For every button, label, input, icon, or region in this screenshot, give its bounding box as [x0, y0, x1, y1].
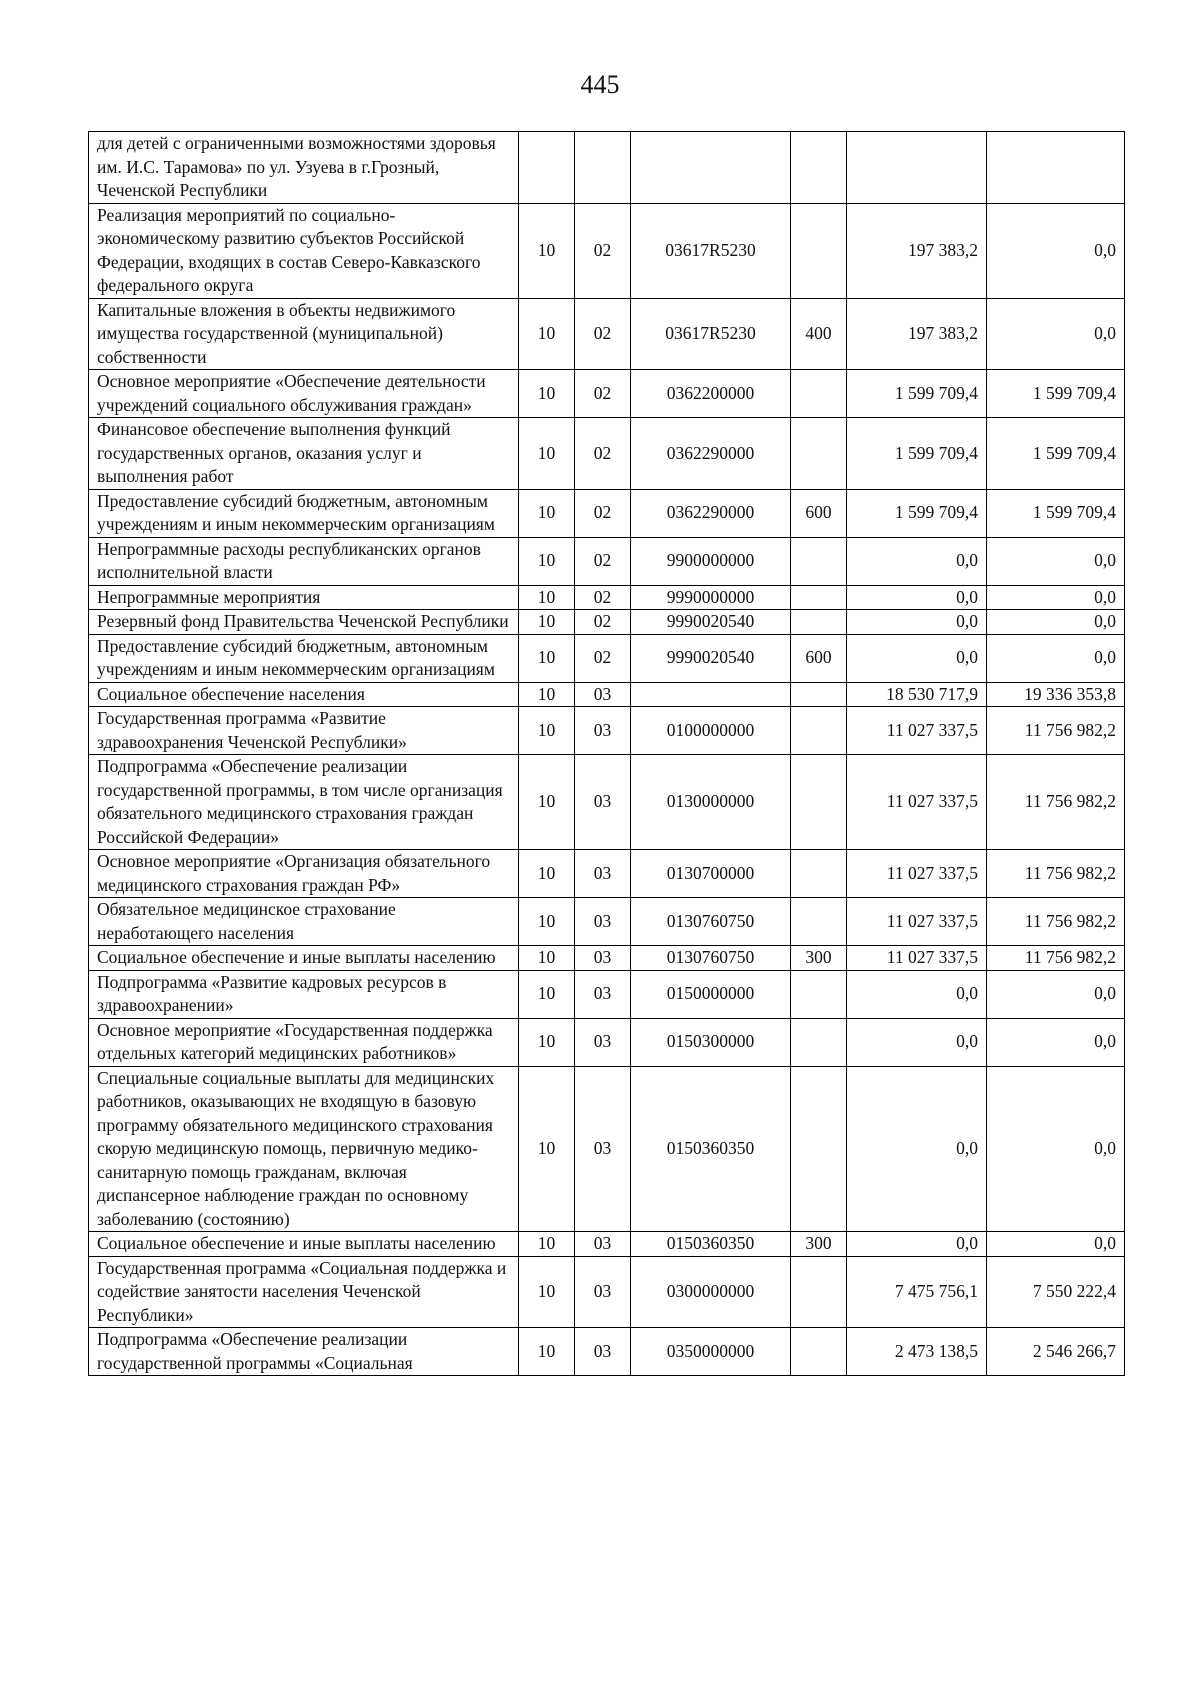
- target-article-cell: 0130700000: [631, 850, 791, 898]
- subsection-code-cell: 03: [575, 755, 631, 850]
- expense-type-cell: [791, 1018, 847, 1066]
- item-name-cell: Капитальные вложения в объекты недвижимого имущества государственной (муниципальной) собственности: [89, 298, 519, 370]
- amount-year-1-cell: 7 475 756,1: [847, 1256, 987, 1328]
- table-row: [89, 203, 1125, 298]
- section-code-cell: 10: [519, 898, 575, 946]
- amount-year-1-cell: 197 383,2: [847, 203, 987, 298]
- table-row: [89, 132, 1125, 204]
- section-code-cell: [519, 132, 575, 204]
- expense-type-cell: [791, 418, 847, 490]
- section-code-cell: 10: [519, 203, 575, 298]
- table-row: [89, 1018, 1125, 1066]
- amount-year-1-cell: 1 599 709,4: [847, 489, 987, 537]
- target-article-cell: 0350000000: [631, 1328, 791, 1376]
- target-article-cell: 0362290000: [631, 418, 791, 490]
- amount-year-2-cell: 11 756 982,2: [987, 707, 1125, 755]
- subsection-code-cell: 02: [575, 298, 631, 370]
- subsection-code-cell: 02: [575, 489, 631, 537]
- table-row: [89, 1066, 1125, 1232]
- target-article-cell: 0130760750: [631, 898, 791, 946]
- section-code-cell: 10: [519, 707, 575, 755]
- amount-year-2-cell: 1 599 709,4: [987, 418, 1125, 490]
- expense-type-cell: [791, 1256, 847, 1328]
- item-name-cell: Предоставление субсидий бюджетным, автономным учреждениям и иным некоммерческим организациям: [89, 634, 519, 682]
- section-code-cell: 10: [519, 634, 575, 682]
- amount-year-1-cell: 11 027 337,5: [847, 755, 987, 850]
- expense-type-cell: [791, 850, 847, 898]
- amount-year-1-cell: 0,0: [847, 970, 987, 1018]
- target-article-cell: 03617R5230: [631, 298, 791, 370]
- amount-year-1-cell: 11 027 337,5: [847, 946, 987, 971]
- target-article-cell: 9990000000: [631, 585, 791, 610]
- expense-type-cell: 300: [791, 946, 847, 971]
- subsection-code-cell: 02: [575, 634, 631, 682]
- amount-year-2-cell: 11 756 982,2: [987, 755, 1125, 850]
- item-name-cell: Подпрограмма «Развитие кадровых ресурсов в здравоохранении»: [89, 970, 519, 1018]
- item-name-cell: Резервный фонд Правительства Чеченской Республики: [89, 610, 519, 635]
- item-name-cell: Основное мероприятие «Государственная поддержка отдельных категорий медицинских работников»: [89, 1018, 519, 1066]
- subsection-code-cell: 03: [575, 1328, 631, 1376]
- table-row: [89, 898, 1125, 946]
- table-row: [89, 370, 1125, 418]
- subsection-code-cell: 02: [575, 585, 631, 610]
- section-code-cell: 10: [519, 1066, 575, 1232]
- target-article-cell: 9900000000: [631, 537, 791, 585]
- amount-year-2-cell: 0,0: [987, 585, 1125, 610]
- amount-year-1-cell: 0,0: [847, 537, 987, 585]
- item-name-cell: Социальное обеспечение и иные выплаты населению: [89, 946, 519, 971]
- table-row: [89, 850, 1125, 898]
- item-name-cell: Реализация мероприятий по социально-экономическому развитию субъектов Российской Федерации, входящих в состав Северо-Кавказского федерального округа: [89, 203, 519, 298]
- subsection-code-cell: 02: [575, 370, 631, 418]
- amount-year-2-cell: 0,0: [987, 1232, 1125, 1257]
- item-name-cell: Обязательное медицинское страхование неработающего населения: [89, 898, 519, 946]
- expense-type-cell: [791, 585, 847, 610]
- section-code-cell: 10: [519, 755, 575, 850]
- subsection-code-cell: 03: [575, 707, 631, 755]
- expense-type-cell: [791, 707, 847, 755]
- amount-year-1-cell: 0,0: [847, 610, 987, 635]
- amount-year-2-cell: 0,0: [987, 203, 1125, 298]
- expense-type-cell: [791, 132, 847, 204]
- item-name-cell: Государственная программа «Развитие здравоохранения Чеченской Республики»: [89, 707, 519, 755]
- section-code-cell: 10: [519, 850, 575, 898]
- amount-year-2-cell: 0,0: [987, 537, 1125, 585]
- item-name-cell: для детей с ограниченными возможностями здоровья им. И.С. Тарамова» по ул. Узуева в г.Грозный, Чеченской Республики: [89, 132, 519, 204]
- subsection-code-cell: 02: [575, 418, 631, 490]
- amount-year-1-cell: [847, 132, 987, 204]
- amount-year-2-cell: 11 756 982,2: [987, 946, 1125, 971]
- expense-type-cell: [791, 682, 847, 707]
- amount-year-2-cell: 0,0: [987, 1066, 1125, 1232]
- item-name-cell: Основное мероприятие «Обеспечение деятельности учреждений социального обслуживания граждан»: [89, 370, 519, 418]
- amount-year-2-cell: 19 336 353,8: [987, 682, 1125, 707]
- target-article-cell: 9990020540: [631, 610, 791, 635]
- target-article-cell: [631, 682, 791, 707]
- section-code-cell: 10: [519, 1018, 575, 1066]
- target-article-cell: 0150360350: [631, 1232, 791, 1257]
- table-row: [89, 1232, 1125, 1257]
- section-code-cell: 10: [519, 610, 575, 635]
- expense-type-cell: 400: [791, 298, 847, 370]
- table-row: [89, 707, 1125, 755]
- amount-year-1-cell: 11 027 337,5: [847, 707, 987, 755]
- amount-year-1-cell: 0,0: [847, 585, 987, 610]
- item-name-cell: Основное мероприятие «Организация обязательного медицинского страхования граждан РФ»: [89, 850, 519, 898]
- expense-type-cell: [791, 1066, 847, 1232]
- item-name-cell: Предоставление субсидий бюджетным, автономным учреждениям и иным некоммерческим организациям: [89, 489, 519, 537]
- amount-year-2-cell: 0,0: [987, 610, 1125, 635]
- subsection-code-cell: 03: [575, 1256, 631, 1328]
- expense-type-cell: [791, 755, 847, 850]
- amount-year-1-cell: 0,0: [847, 1232, 987, 1257]
- amount-year-1-cell: 197 383,2: [847, 298, 987, 370]
- table-row: [89, 1328, 1125, 1376]
- amount-year-1-cell: 11 027 337,5: [847, 898, 987, 946]
- budget-table: [88, 131, 1125, 1376]
- section-code-cell: 10: [519, 970, 575, 1018]
- target-article-cell: 0362290000: [631, 489, 791, 537]
- amount-year-1-cell: 0,0: [847, 1066, 987, 1232]
- expense-type-cell: 600: [791, 634, 847, 682]
- table-row: [89, 298, 1125, 370]
- amount-year-1-cell: 11 027 337,5: [847, 850, 987, 898]
- expense-type-cell: 300: [791, 1232, 847, 1257]
- amount-year-2-cell: 11 756 982,2: [987, 850, 1125, 898]
- expense-type-cell: [791, 537, 847, 585]
- section-code-cell: 10: [519, 946, 575, 971]
- expense-type-cell: [791, 970, 847, 1018]
- target-article-cell: 0130000000: [631, 755, 791, 850]
- subsection-code-cell: [575, 132, 631, 204]
- expense-type-cell: [791, 610, 847, 635]
- subsection-code-cell: 03: [575, 1018, 631, 1066]
- subsection-code-cell: 03: [575, 1066, 631, 1232]
- expense-type-cell: [791, 898, 847, 946]
- amount-year-1-cell: 0,0: [847, 1018, 987, 1066]
- section-code-cell: 10: [519, 370, 575, 418]
- section-code-cell: 10: [519, 1256, 575, 1328]
- expense-type-cell: [791, 1328, 847, 1376]
- item-name-cell: Финансовое обеспечение выполнения функций государственных органов, оказания услуг и выполнения работ: [89, 418, 519, 490]
- amount-year-2-cell: 1 599 709,4: [987, 370, 1125, 418]
- amount-year-2-cell: 0,0: [987, 970, 1125, 1018]
- section-code-cell: 10: [519, 585, 575, 610]
- subsection-code-cell: 03: [575, 850, 631, 898]
- item-name-cell: Государственная программа «Социальная поддержка и содействие занятости населения Чеченской Республики»: [89, 1256, 519, 1328]
- expense-type-cell: [791, 203, 847, 298]
- table-row: [89, 634, 1125, 682]
- table-row: [89, 970, 1125, 1018]
- subsection-code-cell: 03: [575, 970, 631, 1018]
- subsection-code-cell: 02: [575, 610, 631, 635]
- section-code-cell: 10: [519, 489, 575, 537]
- target-article-cell: 0130760750: [631, 946, 791, 971]
- target-article-cell: 0100000000: [631, 707, 791, 755]
- amount-year-2-cell: 0,0: [987, 634, 1125, 682]
- item-name-cell: Непрограммные мероприятия: [89, 585, 519, 610]
- subsection-code-cell: 03: [575, 1232, 631, 1257]
- amount-year-1-cell: 18 530 717,9: [847, 682, 987, 707]
- amount-year-2-cell: [987, 132, 1125, 204]
- target-article-cell: 0150360350: [631, 1066, 791, 1232]
- target-article-cell: 0150300000: [631, 1018, 791, 1066]
- section-code-cell: 10: [519, 1328, 575, 1376]
- target-article-cell: 0362200000: [631, 370, 791, 418]
- table-row: [89, 610, 1125, 635]
- subsection-code-cell: 02: [575, 537, 631, 585]
- section-code-cell: 10: [519, 1232, 575, 1257]
- item-name-cell: Социальное обеспечение и иные выплаты населению: [89, 1232, 519, 1257]
- target-article-cell: 0150000000: [631, 970, 791, 1018]
- amount-year-2-cell: 2 546 266,7: [987, 1328, 1125, 1376]
- table-row: [89, 418, 1125, 490]
- expense-type-cell: 600: [791, 489, 847, 537]
- subsection-code-cell: 03: [575, 682, 631, 707]
- section-code-cell: 10: [519, 537, 575, 585]
- table-row: [89, 1256, 1125, 1328]
- amount-year-2-cell: 7 550 222,4: [987, 1256, 1125, 1328]
- amount-year-1-cell: 1 599 709,4: [847, 370, 987, 418]
- target-article-cell: 03617R5230: [631, 203, 791, 298]
- amount-year-2-cell: 1 599 709,4: [987, 489, 1125, 537]
- item-name-cell: Непрограммные расходы республиканских органов исполнительной власти: [89, 537, 519, 585]
- expense-type-cell: [791, 370, 847, 418]
- table-row: [89, 755, 1125, 850]
- table-row: [89, 489, 1125, 537]
- page-number: 445: [580, 70, 620, 99]
- amount-year-2-cell: 11 756 982,2: [987, 898, 1125, 946]
- item-name-cell: Специальные социальные выплаты для медицинских работников, оказывающих не входящую в базовую программу обязательного медицинского страхования скорую медицинскую помощь, первичную медико-санитарную помощь гражданам, включая диспансерное наблюдение граждан по основному заболеванию (состоянию): [89, 1066, 519, 1232]
- item-name-cell: Социальное обеспечение населения: [89, 682, 519, 707]
- amount-year-1-cell: 2 473 138,5: [847, 1328, 987, 1376]
- amount-year-2-cell: 0,0: [987, 1018, 1125, 1066]
- table-row: [89, 537, 1125, 585]
- target-article-cell: 0300000000: [631, 1256, 791, 1328]
- table-body: [89, 132, 1125, 1376]
- subsection-code-cell: 02: [575, 203, 631, 298]
- section-code-cell: 10: [519, 418, 575, 490]
- table-row: [89, 585, 1125, 610]
- amount-year-2-cell: 0,0: [987, 298, 1125, 370]
- target-article-cell: [631, 132, 791, 204]
- table-row: [89, 682, 1125, 707]
- section-code-cell: 10: [519, 298, 575, 370]
- amount-year-1-cell: 1 599 709,4: [847, 418, 987, 490]
- subsection-code-cell: 03: [575, 898, 631, 946]
- amount-year-1-cell: 0,0: [847, 634, 987, 682]
- item-name-cell: Подпрограмма «Обеспечение реализации государственной программы «Социальная: [89, 1328, 519, 1376]
- target-article-cell: 9990020540: [631, 634, 791, 682]
- subsection-code-cell: 03: [575, 946, 631, 971]
- item-name-cell: Подпрограмма «Обеспечение реализации государственной программы, в том числе организация обязательного медицинского страхования граждан Российской Федерации»: [89, 755, 519, 850]
- table-row: [89, 946, 1125, 971]
- section-code-cell: 10: [519, 682, 575, 707]
